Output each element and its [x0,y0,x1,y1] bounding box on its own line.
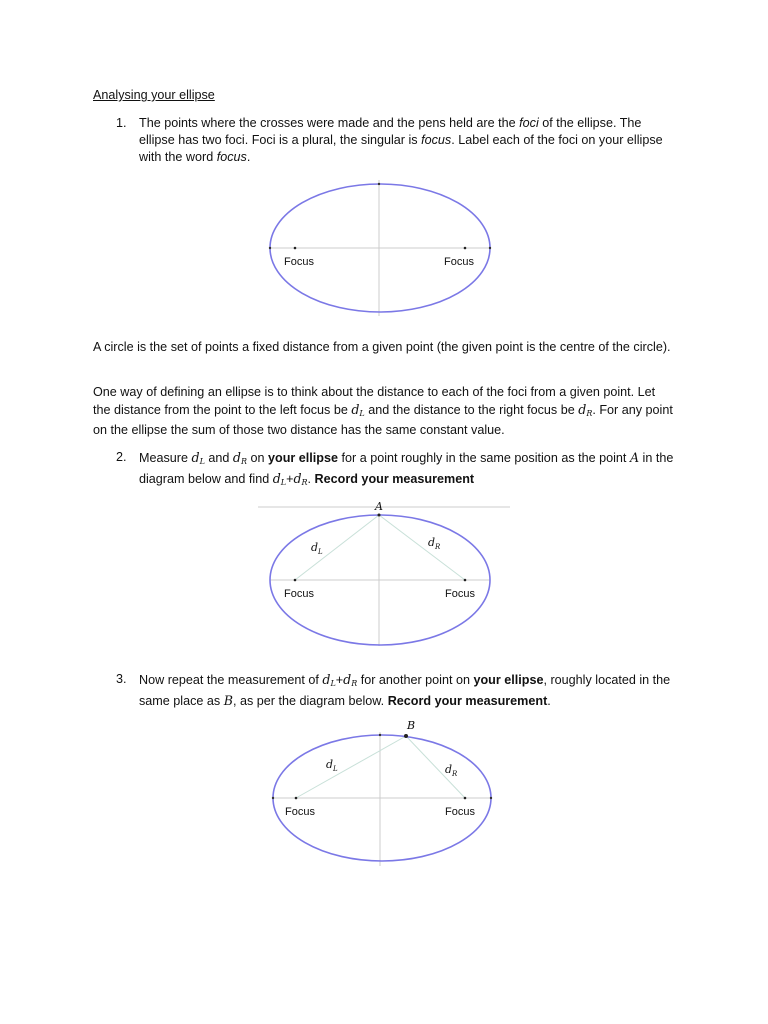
ellipse-diagram-1 [258,180,503,320]
dl-label: $d_L$ [326,758,338,773]
question-2 [116,449,676,491]
ellipse-diagram-3 [260,720,510,870]
left-focus-point [294,247,297,250]
right-focus-point [464,579,467,582]
question-3 [116,671,676,710]
focus-label-right: Focus [445,806,475,818]
distance-line-right [406,736,465,798]
focus-label-left: Focus [284,588,314,600]
point-b-marker [404,734,408,738]
focus-label-left: Focus [285,806,315,818]
left-focus-point [294,579,297,582]
question-text: Now repeat the measurement of $d_L+d_R$ for another point on your ellipse, roughly located in the same place as B, as per the diagram below. Record your measurement. [139,672,671,708]
focus-label-right: Focus [445,588,475,600]
point-a-marker [378,514,381,517]
dr-label: $d_R$ [445,763,458,778]
distance-line-left [296,736,406,798]
distance-line-right [379,515,465,580]
right-focus-point [464,247,467,250]
focus-label-left: Focus [284,256,314,268]
point-a-label: A [375,500,383,513]
question-text: Measure $d_L$ and $d_R$ on your ellipse for a point roughly in the same position as the point A in the diagram below and find $d_L+d_R$. Record your measurement [139,450,674,487]
left-focus-point [295,797,298,800]
question-text: The points where the crosses were made and the pens held are the foci of the ellipse. The ellipse has two foci. Foci is a plural, the singular is focus. Label each of the foci on your ellipse with the word focus. [139,116,663,164]
focus-label-right: Focus [444,256,474,268]
dr-label: $d_R$ [428,536,441,551]
question-1 [116,115,676,166]
question-number: 3. [116,672,127,686]
question-number: 1. [116,116,127,130]
circle-definition: A circle is the set of points a fixed distance from a given point (the given point is the centre of the circle). [93,340,671,354]
ellipse-diagram-2 [258,500,513,650]
ellipse-definition: One way of defining an ellipse is to think about the distance to each of the foci from a given point. Let the distance from the point to the left focus be $d_L$ and the distance to the right focus be $d_R$. For any point on the ellipse the sum of those two distance has the same constant value. [93,385,673,437]
dl-label: $d_L$ [311,541,323,556]
question-number: 2. [116,450,127,464]
point-b-label: B [407,719,416,732]
right-focus-point [464,797,467,800]
page-title: Analysing your ellipse [93,88,215,102]
distance-line-left [295,515,379,580]
